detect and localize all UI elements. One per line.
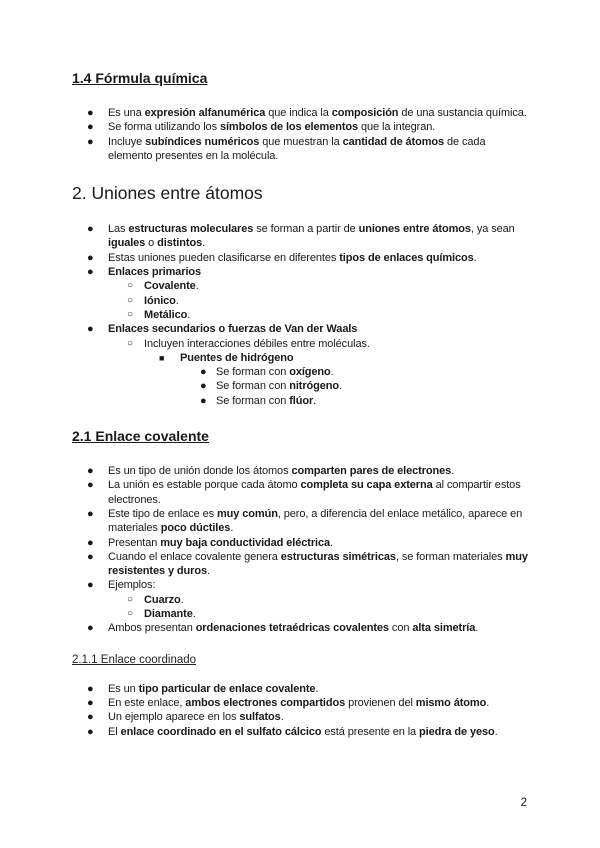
list-item (72, 337, 532, 351)
text: Presentan (108, 536, 161, 549)
bullet-circle: ○ (127, 294, 133, 306)
list-item (72, 106, 532, 120)
bullet-disc: ● (87, 223, 94, 236)
text: Se forma utilizando los (108, 121, 220, 134)
bold-text: muy común (217, 507, 278, 520)
list-item (72, 607, 532, 621)
bullet-disc: ● (87, 682, 94, 695)
text: está presente en la (321, 725, 420, 738)
list-item (72, 120, 532, 134)
list-item (72, 536, 532, 550)
text: Se forman con (216, 394, 290, 407)
text: o (145, 237, 158, 250)
bold-text: Enlaces primarios (108, 266, 202, 279)
list-item (72, 578, 532, 592)
text: Es un (108, 682, 139, 695)
bullet-square: ■ (159, 352, 165, 363)
bullet-disc: ● (87, 725, 94, 738)
text: . (202, 237, 206, 250)
bold-text: nitrógeno (289, 380, 340, 393)
text: . (195, 280, 199, 293)
text: . (230, 522, 234, 535)
text: . (486, 696, 490, 709)
list-item (72, 464, 532, 478)
text: que muestran la (259, 135, 343, 148)
bold-text: sulfatos (239, 711, 281, 724)
bold-text: Puentes de hidrógeno (180, 351, 294, 364)
text: , pero, a diferencia del enlace metálico, aparece en materiales (108, 507, 523, 535)
bold-text: Covalente (144, 280, 196, 293)
list-item (72, 365, 532, 379)
bold-text: composición (331, 107, 399, 119)
text: de cada elemento presentes en la molécula. (108, 135, 486, 162)
list-item (72, 251, 532, 265)
text: El (108, 725, 121, 738)
list-item (72, 621, 532, 635)
list-item (72, 351, 532, 365)
page-number: 2 (520, 797, 527, 809)
bullet-circle: ○ (127, 308, 133, 320)
bold-text: muy baja conductividad eléctrica (160, 536, 331, 549)
list-item (72, 308, 532, 322)
list-item (72, 379, 532, 393)
list-item (72, 478, 532, 507)
list-item (72, 682, 532, 696)
heading-enlace-coordinado: 2.1.1 Enlace coordinado (72, 653, 197, 666)
text: . (175, 294, 179, 307)
heading-formula-quimica: 1.4 Fórmula química (72, 70, 208, 86)
bold-text: estructuras simétricas (280, 550, 396, 563)
text: de una sustancia química. (398, 107, 527, 119)
bullet-circle: ○ (127, 593, 133, 605)
bullet-disc: ● (87, 711, 94, 724)
list-item (72, 550, 532, 579)
text: , se forman materiales (395, 550, 506, 563)
list-item (72, 294, 532, 308)
text: Es un tipo de unión donde los átomos (108, 465, 292, 478)
text: . (187, 308, 191, 321)
bold-text: alta simetría (412, 622, 476, 635)
text: . (451, 465, 455, 478)
bullet-disc: ● (200, 380, 207, 393)
bullet-disc: ● (87, 622, 94, 635)
bold-text: comparten pares de electrones (291, 465, 452, 478)
bold-text: símbolos de los elementos (219, 121, 359, 134)
text: Se forman con (216, 366, 290, 379)
bold-text: Iónico (144, 294, 176, 307)
bold-text: mismo átomo (415, 696, 487, 709)
bold-text: ambos electrones compartidos (185, 696, 346, 709)
bold-text: estructuras moleculares (128, 223, 254, 236)
heading-uniones-entre-atomos: 2. Uniones entre átomos (72, 183, 263, 204)
text: . (280, 711, 284, 724)
list-item (72, 593, 532, 607)
list-item (72, 265, 532, 279)
bullet-disc: ● (87, 479, 94, 492)
bullet-disc: ● (200, 366, 207, 379)
text: provienen del (345, 696, 416, 709)
bullet-disc: ● (87, 251, 94, 264)
text: . (473, 251, 477, 264)
list-item (72, 710, 532, 724)
text: al compartir estos electrones. (108, 479, 521, 506)
bold-text: piedra de yeso (419, 725, 495, 738)
bullet-disc: ● (87, 121, 94, 134)
text: . (330, 536, 333, 549)
bullet-disc: ● (87, 696, 94, 709)
bold-text: Enlaces secundarios o fuerzas de Van der Waals (108, 323, 358, 336)
text: Este tipo de enlace es (108, 507, 217, 520)
list-item (72, 135, 532, 164)
text: . (192, 608, 196, 621)
text: . (315, 682, 319, 695)
bold-text: Diamante (144, 608, 193, 621)
text: que la integran. (358, 121, 436, 134)
text: . (339, 380, 342, 393)
text: Incluyen interacciones débiles entre moléculas. (144, 337, 370, 350)
list-item (72, 279, 532, 293)
bold-text: iguales (108, 237, 146, 250)
bold-text: cantidad de átomos (342, 135, 445, 148)
bullet-disc: ● (87, 536, 94, 549)
text: Es una (108, 107, 145, 119)
text: Ejemplos: (108, 579, 156, 592)
bullet-disc: ● (87, 323, 94, 336)
text: . (206, 565, 210, 578)
list-item (72, 222, 532, 251)
list-item (72, 394, 532, 408)
bold-text: tipo particular de enlace covalente (138, 682, 316, 695)
text: Cuando el enlace covalente genera (108, 550, 281, 563)
text: . (330, 366, 334, 379)
bullet-disc: ● (87, 507, 94, 520)
list-enlace-covalente (72, 464, 532, 636)
text: Las (108, 223, 129, 236)
bullet-disc: ● (87, 107, 94, 119)
bold-text: uniones entre átomos (358, 223, 471, 236)
text: Un ejemplo aparece en los (108, 711, 240, 724)
bold-text: muy resistentes y duros (108, 550, 528, 578)
bullet-disc: ● (87, 579, 94, 592)
text: , ya sean (470, 223, 515, 236)
list-item (72, 725, 532, 739)
bold-text: completa su capa externa (300, 479, 433, 492)
list-item (72, 696, 532, 710)
bold-text: expresión alfanumérica (144, 107, 266, 119)
bold-text: poco dúctiles (160, 522, 231, 535)
bold-text: flúor (289, 394, 314, 407)
bullet-disc: ● (87, 465, 94, 478)
bullet-disc: ● (87, 266, 94, 279)
text: Estas uniones pueden clasificarse en diferentes (108, 251, 340, 264)
text: En este enlace, (108, 696, 186, 709)
bold-text: Cuarzo (144, 593, 181, 606)
bullet-circle: ○ (127, 337, 133, 349)
bullet-disc: ● (200, 394, 207, 407)
bold-text: ordenaciones tetraédricas covalentes (195, 622, 389, 635)
bullet-disc: ● (87, 135, 94, 148)
list-item (72, 322, 532, 336)
text: . (180, 593, 184, 606)
list-item (72, 507, 532, 536)
list-formula-quimica (72, 106, 532, 163)
heading-enlace-covalente: 2.1 Enlace covalente (72, 428, 209, 445)
bullet-circle: ○ (127, 608, 133, 620)
text: La unión es estable porque cada átomo (108, 479, 301, 492)
bold-text: distintos (157, 237, 203, 250)
text: con (388, 622, 413, 635)
text: Ambos presentan (108, 622, 196, 635)
list-enlace-coordinado (72, 682, 532, 739)
text: Se forman con (216, 380, 290, 393)
text: . (494, 725, 498, 738)
list-uniones (72, 222, 532, 408)
text: se forman a partir de (253, 223, 359, 236)
bold-text: tipos de enlaces químicos (339, 251, 474, 264)
bold-text: subíndices numéricos (145, 135, 260, 148)
text: que indica la (265, 107, 332, 119)
bullet-circle: ○ (127, 280, 133, 292)
bullet-disc: ● (87, 550, 94, 563)
text: . (475, 622, 479, 635)
text: Incluye (108, 135, 146, 148)
bold-text: oxígeno (289, 366, 331, 379)
text: . (313, 394, 317, 407)
bold-text: Metálico (144, 308, 188, 321)
bold-text: enlace coordinado en el sulfato cálcico (120, 725, 322, 738)
document-page (72, 70, 532, 739)
